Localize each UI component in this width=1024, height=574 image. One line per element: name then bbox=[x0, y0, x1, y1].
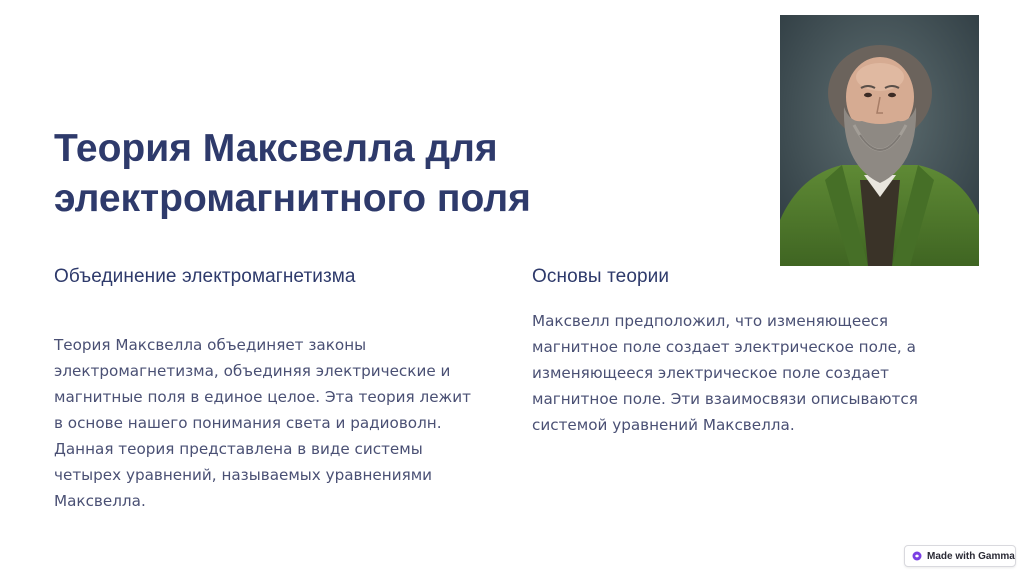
right-column-heading: Основы теории bbox=[532, 266, 670, 287]
right-column-text: Максвелл предположил, что изменяющееся магнитное поле создает электрическое поле, а изменяющееся электрическое поле создает магнитное поле. Эти взаимосвязи описываются системой уравнений Максвелла. bbox=[532, 312, 918, 434]
left-column-text: Теория Максвелла объединяет законы электромагнетизма, объединяя электрические и магнитные поля в единое целое. Эта теория лежит в основе нашего понимания света и радиоволн. Данная теория представлена в виде системы четырех уравнений, называемых уравнениями Максвелла. bbox=[54, 336, 471, 510]
gamma-logo-icon bbox=[912, 551, 922, 561]
made-with-gamma-badge[interactable] bbox=[904, 545, 1016, 567]
left-column-heading: Объединение электромагнетизма bbox=[54, 266, 356, 287]
portrait-illustration bbox=[780, 15, 979, 266]
portrait-image bbox=[780, 15, 979, 266]
badge-label: Made with Gamma bbox=[927, 550, 1015, 562]
slide-title: Теория Максвелла для электромагнитного поля bbox=[54, 127, 531, 220]
